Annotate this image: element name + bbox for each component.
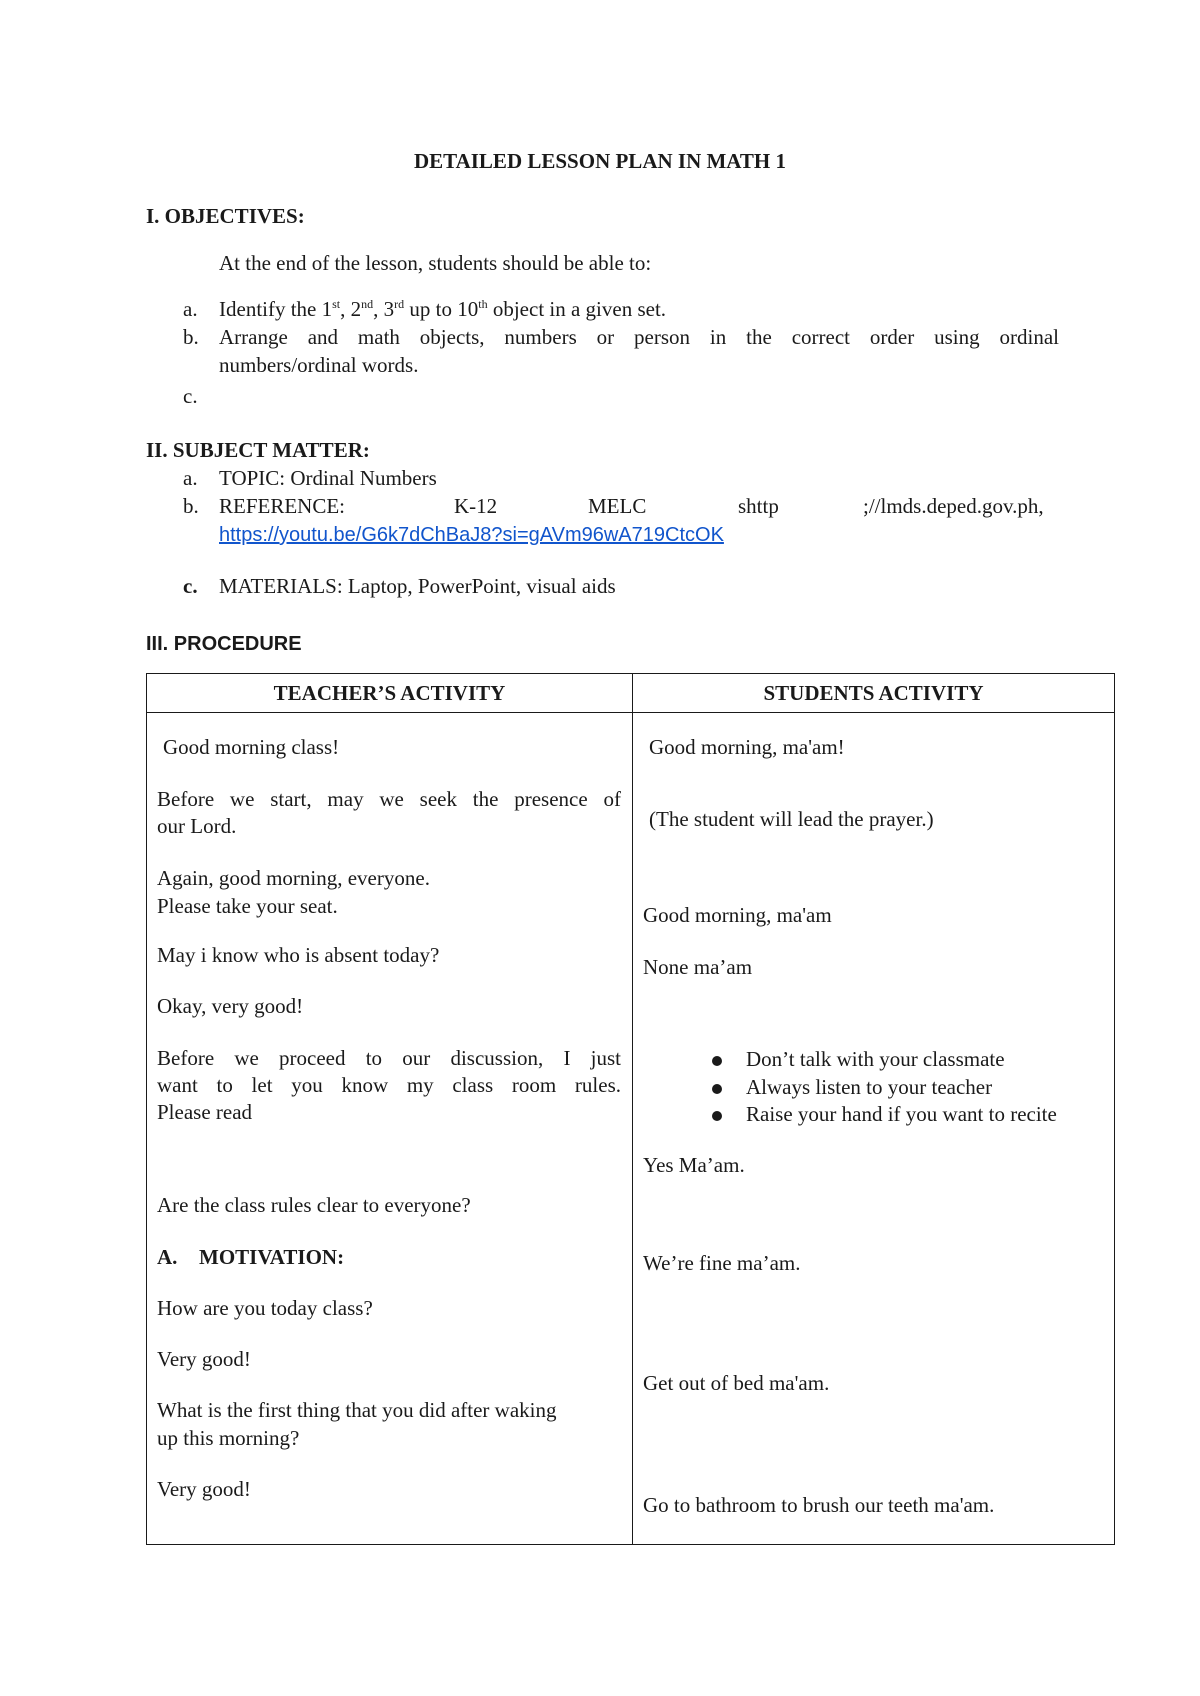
motivation-marker: A. [157, 1245, 178, 1269]
objective-a-marker: a. [183, 297, 198, 321]
reference-k12: K-12 [454, 494, 498, 518]
teacher-rules-l3: Please read [157, 1100, 253, 1124]
objectives-intro: At the end of the lesson, students should be able to: [219, 251, 652, 275]
reference-melc: MELC [588, 494, 647, 518]
teacher-rules-l1: Before we proceed to our discussion, I just [157, 1046, 621, 1070]
objective-b-line2: numbers/ordinal words. [219, 353, 419, 377]
rule-item-3: Raise your hand if you want to recite [746, 1102, 1057, 1126]
teacher-activity-header: TEACHER’S ACTIVITY [147, 674, 633, 713]
teacher-activity-cell [147, 713, 633, 1545]
teacher-absent: May i know who is absent today? [157, 943, 440, 967]
student-absent: None ma’am [643, 955, 753, 979]
reference-shttp: shttp [738, 494, 779, 518]
document-title: DETAILED LESSON PLAN IN MATH 1 [413, 149, 787, 173]
student-how: We’re fine ma’am. [643, 1251, 801, 1275]
subject-matter-heading: II. SUBJECT MATTER: [146, 438, 370, 462]
teacher-first-l1: What is the first thing that you did after waking [157, 1398, 557, 1422]
rule-item-2: Always listen to your teacher [746, 1075, 993, 1099]
teacher-rules-l2: want to let you know my class room rules. [157, 1073, 621, 1097]
objective-c-marker: c. [183, 384, 198, 408]
reference-link[interactable]: https://youtu.be/G6k7dChBaJ8?si=gAVm96wA719CtcOK [219, 524, 724, 546]
student-again: Good morning, ma'am [643, 903, 832, 927]
objective-b-marker: b. [183, 325, 199, 349]
student-clear: Yes Ma’am. [643, 1153, 745, 1177]
materials-text: MATERIALS: Laptop, PowerPoint, visual aids [219, 574, 616, 598]
teacher-verygood-1: Very good! [157, 1347, 251, 1371]
teacher-first-l2: up this morning? [157, 1426, 300, 1450]
materials-marker: c. [183, 574, 198, 598]
reference-marker: b. [183, 494, 199, 518]
teacher-okay: Okay, very good! [157, 994, 304, 1018]
rule-item-1: Don’t talk with your classmate [746, 1047, 1005, 1071]
student-prayer: (The student will lead the prayer.) [649, 807, 934, 831]
objective-b-line1: Arrange and math objects, numbers or person in the correct order using ordinal [219, 325, 1059, 349]
teacher-again: Again, good morning, everyone. [157, 866, 430, 890]
teacher-verygood-2: Very good! [157, 1477, 251, 1501]
students-activity-cell [633, 713, 1115, 1545]
reference-lmds: ;//lmds.deped.gov.ph, [863, 494, 1044, 518]
objectives-heading: I. OBJECTIVES: [146, 204, 305, 228]
teacher-clear: Are the class rules clear to everyone? [157, 1193, 471, 1217]
topic-marker: a. [183, 466, 198, 490]
student-teeth: Go to bathroom to brush our teeth ma'am. [643, 1493, 995, 1517]
topic-text: TOPIC: Ordinal Numbers [219, 466, 437, 490]
teacher-how: How are you today class? [157, 1296, 373, 1320]
teacher-seat: Please take your seat. [157, 894, 338, 918]
motivation-heading: MOTIVATION: [199, 1245, 345, 1269]
students-activity-header: STUDENTS ACTIVITY [633, 674, 1115, 713]
procedure-heading: III. PROCEDURE [146, 633, 302, 655]
student-greet: Good morning, ma'am! [649, 735, 845, 759]
teacher-prayer-l1: Before we start, may we seek the presence of [157, 787, 621, 811]
reference-label: REFERENCE: [219, 494, 346, 518]
teacher-greet: Good morning class! [163, 735, 340, 759]
procedure-table [146, 673, 1115, 1545]
student-first: Get out of bed ma'am. [643, 1371, 830, 1395]
objective-a-text: Identify the 1st, 2nd, 3rd up to 10th object in a given set. [219, 297, 667, 321]
teacher-prayer-l2: our Lord. [157, 814, 237, 838]
